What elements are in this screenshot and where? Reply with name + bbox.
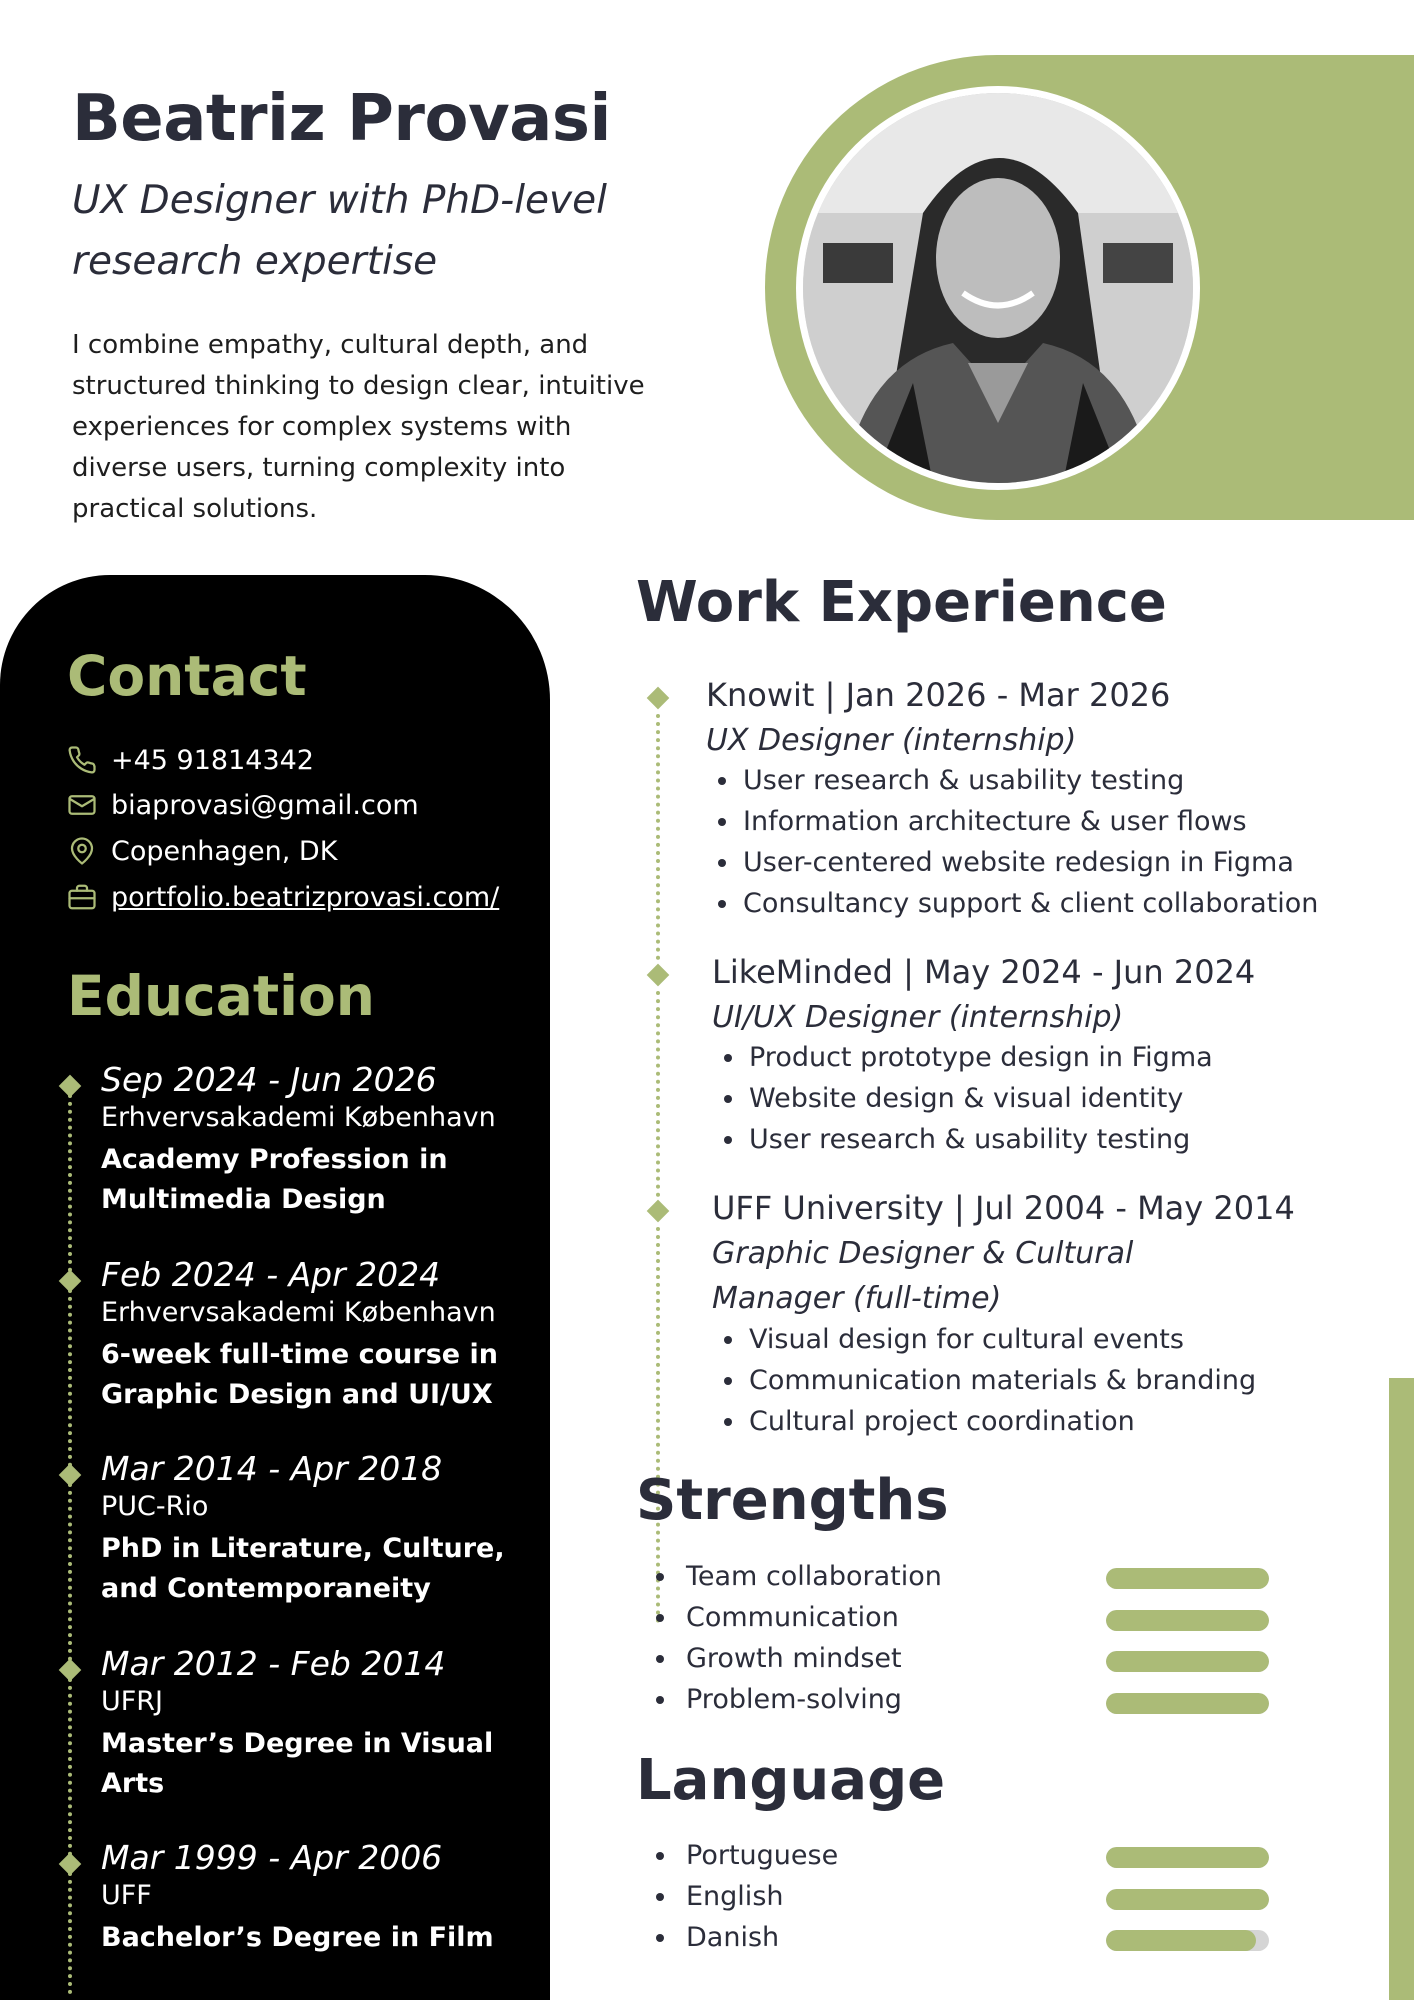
list-item: User research & usability testing	[715, 1119, 1213, 1160]
timeline-line	[68, 1678, 72, 1856]
skill-level-bar	[1106, 1693, 1269, 1714]
skill-level-bar	[1106, 1568, 1269, 1589]
list-item: Information architecture & user flows	[709, 801, 1318, 842]
timeline-line	[68, 1094, 72, 1272]
phone-number: +45 91814342	[111, 744, 314, 776]
job-header: UFF University | Jul 2004 - May 2014	[712, 1189, 1295, 1227]
education-date: Mar 1999 - Apr 2006	[101, 1838, 443, 1877]
list-item: Communication materials & branding	[715, 1360, 1256, 1401]
job-tagline	[72, 170, 672, 292]
education-date: Sep 2024 - Jun 2026	[101, 1060, 437, 1099]
language-level-fill	[1106, 1847, 1269, 1868]
mail-icon	[67, 788, 101, 822]
language-level-bar	[1106, 1889, 1269, 1910]
language-level-bar	[1106, 1930, 1269, 1951]
strengths-heading: Strengths	[636, 1468, 949, 1533]
phone-icon	[67, 743, 101, 777]
list-item: Communication	[652, 1597, 942, 1638]
education-school: Erhvervsakademi København	[101, 1297, 496, 1328]
briefcase-icon	[67, 880, 101, 914]
education-degree: Master’s Degree in Visual Arts	[101, 1728, 494, 1799]
contact-email	[67, 785, 419, 825]
list-item: Danish	[652, 1917, 838, 1958]
tagline-line: UX Designer with PhD-level	[72, 178, 607, 223]
education-degree: Academy Profession in Multimedia Design	[101, 1144, 448, 1215]
education-degree: PhD in Literature, Culture, and Contemporaneity	[101, 1533, 505, 1604]
skill-level-bar	[1106, 1610, 1269, 1631]
education-school: UFRJ	[101, 1686, 164, 1717]
profile-photo	[803, 93, 1193, 483]
list-item: User research & usability testing	[709, 760, 1318, 801]
contact-portfolio	[67, 877, 499, 917]
timeline-diamond	[647, 687, 670, 710]
location-text: Copenhagen, DK	[111, 835, 338, 867]
person-name: Beatriz Provasi	[72, 82, 611, 156]
list-item: Problem-solving	[652, 1679, 942, 1720]
list-item: Cultural project coordination	[715, 1401, 1256, 1442]
timeline-line	[656, 714, 660, 960]
job-bullets	[715, 1319, 1256, 1442]
job-bullets	[715, 1037, 1213, 1160]
timeline-diamond	[647, 1200, 670, 1223]
education-date: Mar 2012 - Feb 2014	[101, 1644, 446, 1683]
education-degree: Bachelor’s Degree in Film	[101, 1922, 494, 1953]
education-date: Mar 2014 - Apr 2018	[101, 1449, 443, 1488]
job-role: Graphic Designer & Cultural Manager (full-time)	[712, 1236, 1134, 1316]
location-pin-icon	[67, 834, 101, 868]
education-school: Erhvervsakademi København	[101, 1102, 496, 1133]
contact-heading: Contact	[67, 644, 307, 708]
language-level-fill	[1106, 1889, 1269, 1910]
language-level-fill	[1106, 1930, 1256, 1951]
job-header: Knowit | Jan 2026 - Mar 2026	[706, 676, 1171, 714]
education-school: UFF	[101, 1880, 152, 1911]
education-school: PUC-Rio	[101, 1491, 209, 1522]
skill-level-bar	[1106, 1651, 1269, 1672]
list-item: Portuguese	[652, 1835, 838, 1876]
list-item: Product prototype design in Figma	[715, 1037, 1213, 1078]
list-item: Consultancy support & client collaboration	[709, 883, 1318, 924]
language-heading: Language	[636, 1748, 946, 1813]
job-role: UI/UX Designer (internship)	[712, 1000, 1124, 1035]
decorative-green-strip	[1389, 1378, 1414, 2000]
timeline-line	[656, 991, 660, 1197]
list-item: English	[652, 1876, 838, 1917]
timeline-line	[68, 1289, 72, 1467]
skill-level-fill	[1106, 1651, 1269, 1672]
timeline-line	[68, 1872, 72, 1994]
job-role: UX Designer (internship)	[706, 723, 1077, 758]
email-address[interactable]: biaprovasi@gmail.com	[111, 789, 419, 821]
education-heading: Education	[67, 964, 375, 1028]
skill-level-fill	[1106, 1610, 1269, 1631]
list-item: User-centered website redesign in Figma	[709, 842, 1318, 883]
skill-level-fill	[1106, 1693, 1269, 1714]
list-item: Team collaboration	[652, 1556, 942, 1597]
intro-paragraph: I combine empathy, cultural depth, and structured thinking to design clear, intuitive experiences for complex systems with diverse users, turning complexity into practical solutions.	[72, 330, 645, 524]
job-bullets	[709, 760, 1318, 924]
timeline-diamond	[647, 964, 670, 987]
list-item: Visual design for cultural events	[715, 1319, 1256, 1360]
job-header: LikeMinded | May 2024 - Jun 2024	[712, 953, 1256, 991]
timeline-line	[68, 1483, 72, 1661]
tagline-line: research expertise	[72, 239, 438, 284]
contact-phone	[67, 740, 314, 780]
strengths-list	[652, 1556, 942, 1720]
skill-level-fill	[1106, 1568, 1269, 1589]
contact-location	[67, 831, 337, 871]
education-date: Feb 2024 - Apr 2024	[101, 1255, 441, 1294]
language-list	[652, 1835, 838, 1958]
portfolio-link[interactable]: portfolio.beatrizprovasi.com/	[111, 881, 500, 913]
list-item: Website design & visual identity	[715, 1078, 1213, 1119]
work-experience-heading: Work Experience	[636, 570, 1167, 635]
list-item: Growth mindset	[652, 1638, 942, 1679]
language-level-bar	[1106, 1847, 1269, 1868]
education-degree: 6-week full-time course in Graphic Design and UI/UX	[101, 1339, 498, 1410]
